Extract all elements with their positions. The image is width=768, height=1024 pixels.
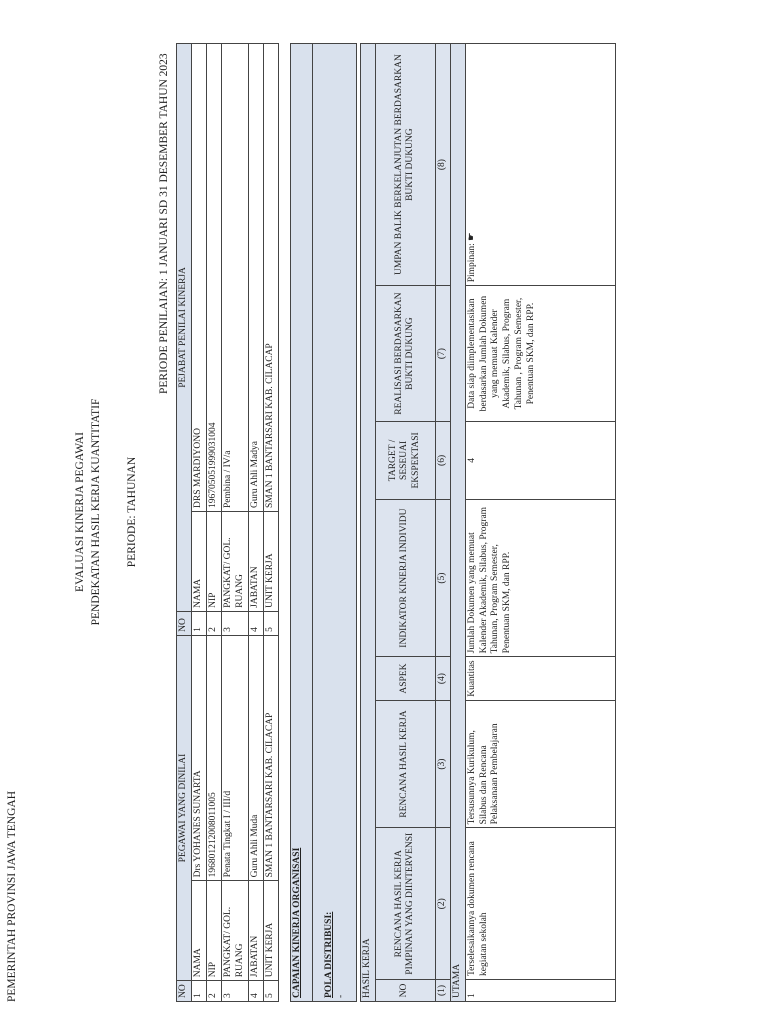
pej-no: 1 bbox=[192, 611, 207, 635]
col-header-target: TARGET / SESEUAI EKSPEKTASI bbox=[375, 421, 435, 499]
pej-no: 3 bbox=[222, 611, 249, 635]
col-number: (6) bbox=[435, 421, 450, 499]
pej-value: Pembina / IV/a bbox=[222, 44, 249, 512]
header-left: PEMERINTAH PROVINSI JAWA TENGAH bbox=[6, 790, 18, 1002]
pej-value: DRS MARDIYONO bbox=[192, 44, 207, 512]
col-number: (3) bbox=[435, 700, 450, 828]
col-header-no: NO bbox=[375, 980, 435, 1002]
pej-label: JABATAN bbox=[248, 512, 263, 612]
identity-table bbox=[176, 43, 279, 1002]
peg-value: 196801212008011005 bbox=[207, 635, 222, 881]
row-target: 4 bbox=[465, 421, 615, 499]
pej-value: Guru Ahli Madya bbox=[248, 44, 263, 512]
id-no-header-2: NO bbox=[177, 611, 192, 635]
row-pimpinan: Terselesaikannya dokumen rencana kegiatan sekolah bbox=[465, 828, 615, 980]
utama-section: UTAMA bbox=[450, 44, 465, 1002]
pola-distribusi-cell bbox=[313, 44, 357, 1002]
pola-distribusi: POLA DISTRIBUSI: bbox=[324, 911, 334, 998]
col-header-aspek: ASPEK bbox=[375, 657, 435, 700]
capaian-table bbox=[290, 43, 357, 1002]
row-aspek: Kuantitas bbox=[465, 657, 615, 700]
header-periode-penilaian: PERIODE PENILAIAN: 1 JANUARI SD 31 DESEMBER TAHUN 2023 bbox=[158, 53, 170, 394]
row-realisasi: Data siap diimplementasikan berdasarkan Jumlah Dokumen yang memuat Kalender Akademik, Silabus, Program Tahunan , Program Semester, Penentuan SKM, dan RPP. bbox=[465, 286, 615, 422]
pej-no: 2 bbox=[207, 611, 222, 635]
hasil-kerja-section: HASIL KERJA bbox=[361, 44, 376, 1002]
col-header-indikator: INDIKATOR KINERJA INDIVIDU bbox=[375, 499, 435, 656]
pej-label: UNIT KERJA bbox=[263, 512, 278, 612]
peg-value: SMAN 1 BANTARSARI KAB. CILACAP bbox=[263, 635, 278, 881]
peg-no: 5 bbox=[263, 981, 278, 1002]
pej-label: NAMA bbox=[192, 512, 207, 612]
peg-label: UNIT KERJA bbox=[263, 881, 278, 981]
header-periode: PERIODE: TAHUNAN bbox=[126, 456, 138, 568]
col-number: (1) bbox=[435, 980, 450, 1002]
capaian-kinerja: CAPAIAN KINERJA ORGANISASI bbox=[291, 44, 313, 1002]
col-header-pimpinan: RENCANA HASIL KERJA PIMPINAN YANG DIINTERVENSI bbox=[375, 828, 435, 980]
peg-no: 4 bbox=[248, 981, 263, 1002]
col-number: (4) bbox=[435, 657, 450, 700]
col-header-realisasi: REALISASI BERDASARKAN BUKTI DUKUNG bbox=[375, 286, 435, 422]
pej-value: SMAN 1 BANTARSARI KAB. CILACAP bbox=[263, 44, 278, 512]
peg-value: Penata Tingkat I / III/d bbox=[222, 635, 249, 881]
header-title-2: PENDEKATAN HASIL KERJA KUANTITATIF bbox=[90, 398, 102, 626]
peg-label: PANGKAT/ GOL. RUANG bbox=[222, 881, 249, 981]
peg-no: 2 bbox=[207, 981, 222, 1002]
row-umpan-balik: Pimpinan: ☛ bbox=[465, 44, 615, 286]
peg-no: 1 bbox=[192, 981, 207, 1002]
col-number: (8) bbox=[435, 44, 450, 286]
col-header-umpan-balik: UMPAN BALIK BERKELANJUTAN BERDASARKAN BUKTI DUKUNG bbox=[375, 44, 435, 286]
col-number: (5) bbox=[435, 499, 450, 656]
peg-label: JABATAN bbox=[248, 881, 263, 981]
peg-label: NIP bbox=[207, 881, 222, 981]
peg-value: Guru Ahli Muda bbox=[248, 635, 263, 881]
col-number: (7) bbox=[435, 286, 450, 422]
pej-label: PANGKAT/ GOL. RUANG bbox=[222, 512, 249, 612]
pej-value: 196705051999031004 bbox=[207, 44, 222, 512]
pola-distribusi-value: - bbox=[335, 994, 346, 998]
id-no-header: NO bbox=[177, 981, 192, 1002]
peg-label: NAMA bbox=[192, 881, 207, 981]
header-title-1: EVALUASI KINERJA PEGAWAI bbox=[74, 432, 86, 592]
row-rencana: Tersusunnya Kurikulum, Silabus dan Rencana Pelaksanaan Pembelajaran bbox=[465, 700, 615, 828]
row-indikator: Jumlah Dokumen yang memuat Kalender Akademik, Silabus, Program Tahunan, Program Semester, Penentuan SKM, dan RPP. bbox=[465, 499, 615, 656]
col-header-rencana: RENCANA HASIL KERJA bbox=[375, 700, 435, 828]
hasil-kerja-table bbox=[360, 43, 616, 1002]
pej-no: 5 bbox=[263, 611, 278, 635]
pejabat-header: PEJABAT PENILAI KINERJA bbox=[177, 44, 192, 612]
pegawai-header: PEGAWAI YANG DINILAI bbox=[177, 635, 192, 980]
row-no: 1 bbox=[465, 980, 615, 1002]
peg-value: Drs YOHANES SUNARTA bbox=[192, 635, 207, 881]
pej-no: 4 bbox=[248, 611, 263, 635]
col-number: (2) bbox=[435, 828, 450, 980]
peg-no: 3 bbox=[222, 981, 249, 1002]
pej-label: NIP bbox=[207, 512, 222, 612]
